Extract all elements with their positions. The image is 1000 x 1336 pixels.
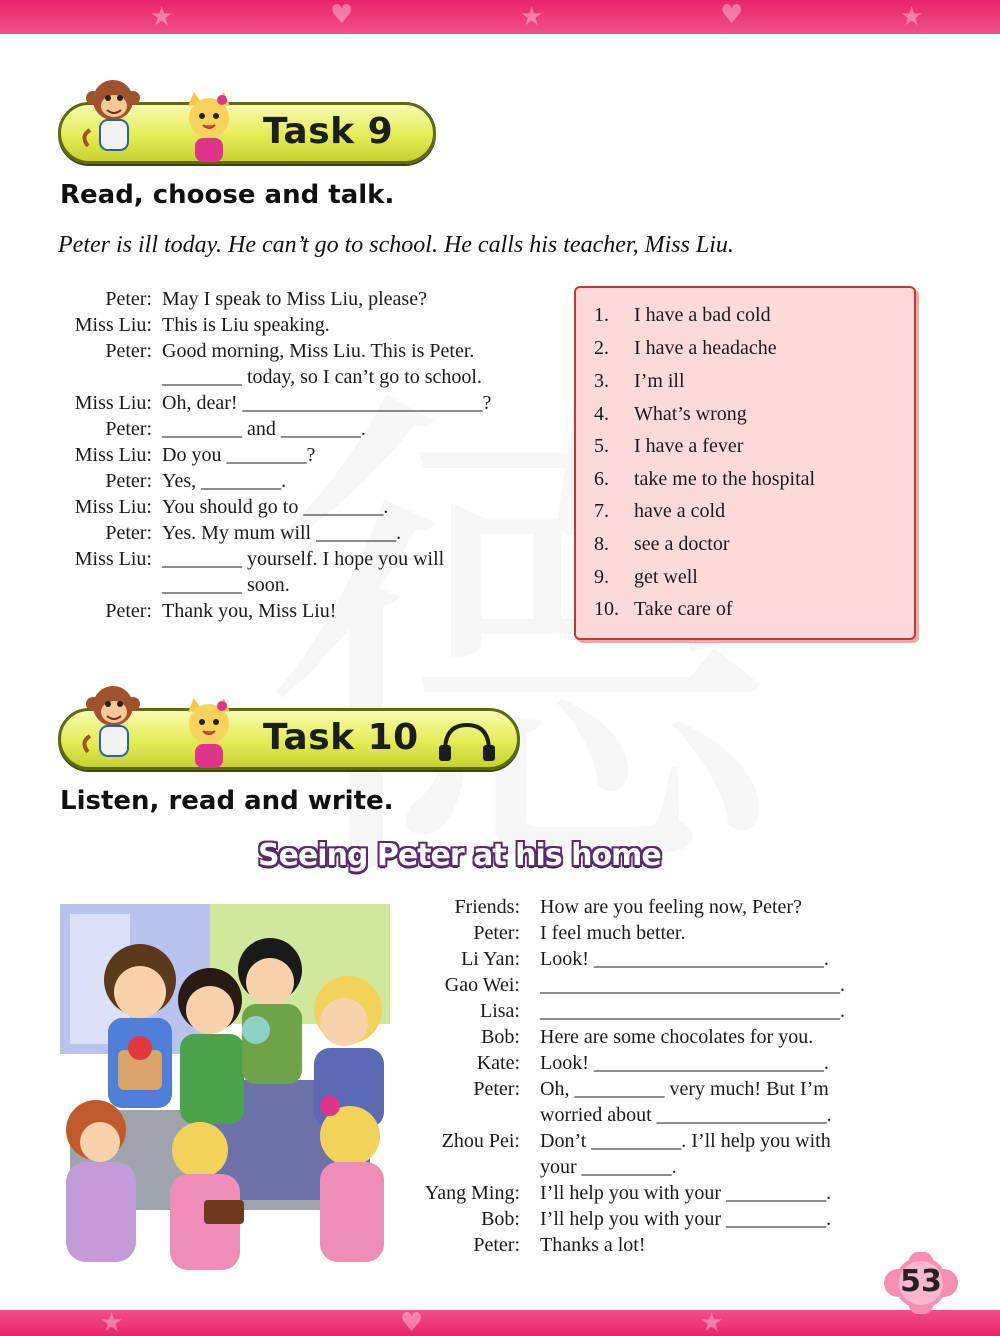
task10-title: Task 10 [263,717,419,758]
phrase-item [594,403,747,426]
phrase-text: I have a bad cold [634,304,771,326]
dialogue-row [56,442,566,468]
dialogue-row [404,972,924,998]
task9-heading: Read, choose and talk. [60,180,395,210]
dialogue-row [56,546,566,572]
star-icon: ★ [900,2,924,32]
phrase-number: 5. [594,435,609,457]
dialogue-row [404,946,924,972]
dialogue-row [404,1128,924,1154]
phrase-item [594,435,743,458]
speaker-label: Miss Liu: [74,548,152,570]
speaker-label: Peter: [105,418,152,440]
speaker-label: Peter: [473,1234,520,1256]
speaker-label: Bob: [481,1208,520,1230]
dialogue-line: ________ today, so I can’t go to school. [162,366,482,388]
monkey-mascot-icon [80,76,146,158]
dialogue-line: ________ and ________. [162,418,366,440]
dialogue-line: ______________________________. [540,1000,845,1022]
star-icon: ★ [100,1308,124,1336]
dialogue-row [56,494,566,520]
dialogue-row [404,998,924,1024]
dialogue-row [404,1050,924,1076]
speaker-label: Miss Liu: [74,314,152,336]
phrase-text: What’s wrong [634,403,747,425]
dialogue-line: ________ soon. [162,574,290,596]
dialogue-line: worried about _________________. [540,1104,832,1126]
phrase-number: 8. [594,533,609,555]
phrase-item [594,468,815,491]
speaker-label: Peter: [105,470,152,492]
story-title: Seeing Peter at his home [258,838,661,873]
speaker-label: Miss Liu: [74,496,152,518]
dialogue-row [56,286,566,312]
phrase-item [594,533,730,556]
friends-visiting-illustration [30,900,402,1270]
dialogue-row [56,520,566,546]
speaker-label: Lisa: [480,1000,520,1022]
star-icon: ★ [150,2,174,32]
phrase-text: I have a fever [634,435,744,457]
phrase-item [594,598,733,621]
task9-dialogue [56,286,566,624]
dialogue-line: Look! _______________________. [540,948,829,970]
dialogue-line: Here are some chocolates for you. [540,1026,814,1048]
dialogue-line: You should go to ________. [162,496,389,518]
dialogue-row [56,468,566,494]
dialogue-line: ______________________________. [540,974,845,996]
dialogue-line: Yes. My mum will ________. [162,522,402,544]
dialogue-row [56,598,566,624]
task10-dialogue [404,894,924,1258]
dialogue-row [56,572,566,598]
phrase-item [594,304,771,327]
star-icon: ★ [520,2,544,32]
dialogue-row [404,1024,924,1050]
dialogue-row [56,364,566,390]
top-decorative-band [0,0,1000,34]
speaker-label: Peter: [105,288,152,310]
phrase-number: 1. [594,304,609,326]
cat-mascot-icon [178,698,240,772]
speaker-label: Peter: [473,922,520,944]
task9-title: Task 9 [263,111,394,152]
speaker-label: Kate: [476,1052,520,1074]
page-number-badge [878,1252,964,1314]
phrase-item [594,337,777,360]
dialogue-row [56,312,566,338]
dialogue-line: Look! _______________________. [540,1052,829,1074]
speaker-label: Zhou Pei: [441,1130,520,1152]
speaker-label: Peter: [473,1078,520,1100]
dialogue-line: I’ll help you with your __________. [540,1182,832,1204]
heart-icon: ♥ [330,0,354,30]
phrase-text: have a cold [634,500,726,522]
phrase-number: 4. [594,403,609,425]
dialogue-row [404,1154,924,1180]
heart-icon: ♥ [400,1308,424,1336]
dialogue-line: Good morning, Miss Liu. This is Peter. [162,340,475,362]
page-number: 53 [900,1264,942,1299]
phrase-item [594,370,685,393]
speaker-label: Miss Liu: [74,444,152,466]
dialogue-row [56,390,566,416]
speaker-label: Gao Wei: [444,974,520,996]
task10-heading: Listen, read and write. [60,786,394,816]
speaker-label: Yang Ming: [424,1182,520,1204]
dialogue-line: This is Liu speaking. [162,314,330,336]
task9-intro: Peter is ill today. He can’t go to school. He calls his teacher, Miss Liu. [58,232,734,258]
dialogue-row [404,1102,924,1128]
phrase-choice-box [574,286,916,640]
dialogue-line: I feel much better. [540,922,686,944]
phrase-item [594,566,698,589]
dialogue-row [56,338,566,364]
dialogue-row [404,1076,924,1102]
dialogue-line: Thanks a lot! [540,1234,646,1256]
phrase-number: 9. [594,566,609,588]
dialogue-line: Thank you, Miss Liu! [162,600,337,622]
dialogue-line: Do you ________? [162,444,316,466]
dialogue-line: ________ yourself. I hope you will [162,548,445,570]
dialogue-line: May I speak to Miss Liu, please? [162,288,427,310]
dialogue-row [56,416,566,442]
phrase-text: Take care of [634,598,733,620]
dialogue-line: Oh, dear! ________________________? [162,392,492,414]
dialogue-row [404,1206,924,1232]
phrase-text: get well [634,566,698,588]
phrase-item [594,500,725,523]
speaker-label: Friends: [454,896,520,918]
phrase-text: see a doctor [634,533,730,555]
phrase-number: 2. [594,337,609,359]
speaker-label: Li Yan: [461,948,520,970]
dialogue-line: Yes, ________. [162,470,287,492]
speaker-label: Peter: [105,600,152,622]
dialogue-line: Oh, _________ very much! But I’m [540,1078,829,1100]
dialogue-row [404,894,924,920]
phrase-number: 3. [594,370,609,392]
dialogue-row [404,1180,924,1206]
speaker-label: Bob: [481,1026,520,1048]
dialogue-line: Don’t _________. I’ll help you with [540,1130,831,1152]
bottom-decorative-band [0,1310,1000,1336]
speaker-label: Peter: [105,340,152,362]
phrase-text: I have a headache [634,337,777,359]
phrase-text: take me to the hospital [634,468,816,490]
monkey-mascot-icon [80,682,146,764]
dialogue-line: I’ll help you with your __________. [540,1208,832,1230]
cat-mascot-icon [178,92,240,166]
heart-icon: ♥ [720,0,744,30]
headphones-icon [437,721,497,761]
phrase-number: 10. [594,598,619,620]
dialogue-row [404,920,924,946]
speaker-label: Peter: [105,522,152,544]
phrase-number: 6. [594,468,609,490]
phrase-text: I’m ill [634,370,685,392]
speaker-label: Miss Liu: [74,392,152,414]
star-icon: ★ [700,1308,724,1336]
dialogue-row [404,1232,924,1258]
dialogue-line: your _________. [540,1156,677,1178]
dialogue-line: How are you feeling now, Peter? [540,896,802,918]
phrase-number: 7. [594,500,609,522]
